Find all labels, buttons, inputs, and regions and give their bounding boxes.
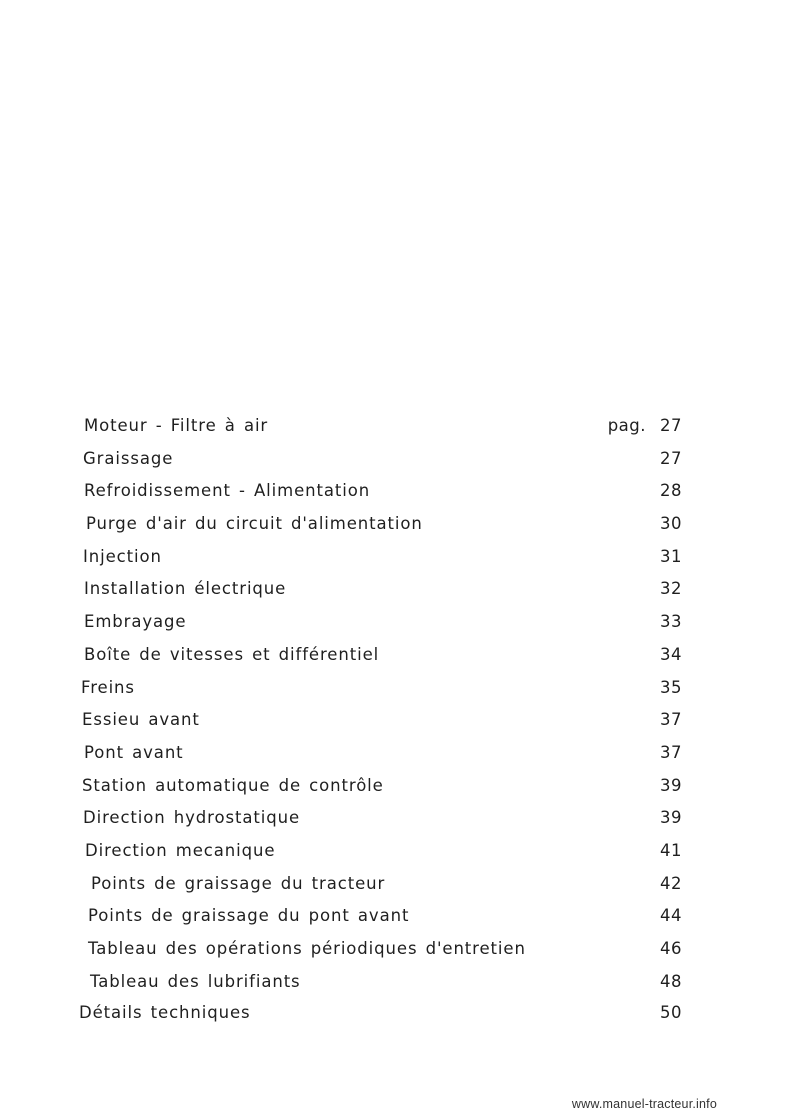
toc-entry-title: Direction mecanique bbox=[85, 840, 276, 860]
toc-entry-title: Direction hydrostatique bbox=[83, 808, 301, 828]
toc-entry bbox=[78, 933, 682, 966]
toc-entry-title: Tableau des lubrifiants bbox=[90, 971, 301, 991]
toc-entry bbox=[78, 802, 682, 835]
toc-entry bbox=[78, 704, 682, 737]
toc-entry-title: Freins bbox=[81, 677, 135, 697]
toc-entry bbox=[78, 966, 682, 999]
toc-entry bbox=[78, 475, 682, 508]
toc-entry-title: Tableau des opérations périodiques d'entretien bbox=[88, 939, 526, 958]
toc-entry-page: 28 bbox=[660, 481, 682, 501]
toc-entry-page: 27 bbox=[660, 416, 682, 435]
toc-entry-page: 50 bbox=[660, 1003, 682, 1023]
toc-entry-title: Purge d'air du circuit d'alimentation bbox=[86, 514, 423, 534]
toc-entry-page: 37 bbox=[660, 742, 682, 762]
toc-entry-page: 41 bbox=[660, 840, 682, 860]
toc-entry-page: 46 bbox=[660, 939, 682, 958]
source-watermark: www.manuel-tracteur.info bbox=[571, 1097, 717, 1111]
toc-entry-title: Détails techniques bbox=[79, 1003, 251, 1023]
toc-entry-page: 42 bbox=[660, 873, 682, 893]
toc-entry bbox=[78, 639, 682, 672]
toc-entry-page: 39 bbox=[660, 808, 682, 828]
toc-entry-page: 27 bbox=[660, 448, 682, 468]
toc-entry bbox=[78, 672, 682, 705]
toc-entry bbox=[78, 835, 682, 868]
toc-entry-title: Points de graissage du tracteur bbox=[91, 873, 386, 893]
table-of-contents bbox=[78, 410, 682, 1028]
toc-pag-label: pag. bbox=[607, 416, 646, 435]
toc-entry-page: 31 bbox=[660, 546, 682, 566]
toc-entry-page: 48 bbox=[660, 971, 682, 991]
toc-entry bbox=[78, 443, 682, 476]
toc-entry bbox=[78, 998, 682, 1028]
toc-entry-title: Embrayage bbox=[84, 612, 187, 632]
toc-entry-page: 30 bbox=[660, 514, 682, 534]
toc-entry-title: Boîte de vitesses et différentiel bbox=[84, 644, 380, 664]
toc-entry-title: Points de graissage du pont avant bbox=[88, 906, 410, 926]
toc-entry-page: 33 bbox=[660, 612, 682, 632]
toc-entry bbox=[78, 900, 682, 933]
toc-entry-page: 35 bbox=[660, 677, 682, 697]
toc-entry-title: Essieu avant bbox=[82, 710, 200, 730]
toc-entry bbox=[78, 770, 682, 803]
toc-entry-page: 32 bbox=[660, 579, 682, 599]
toc-entry-page: 34 bbox=[660, 644, 682, 664]
toc-entry-title: Graissage bbox=[83, 448, 174, 468]
toc-entry-title: Injection bbox=[83, 546, 162, 566]
toc-entry-title: Pont avant bbox=[84, 742, 184, 762]
toc-entry-page: 37 bbox=[660, 710, 682, 730]
toc-entry bbox=[78, 410, 682, 443]
toc-entry-title: Station automatique de contrôle bbox=[82, 775, 384, 795]
toc-entry-title: Installation électrique bbox=[84, 579, 287, 599]
toc-entry bbox=[78, 737, 682, 770]
toc-entry bbox=[78, 541, 682, 574]
toc-entry-page: 39 bbox=[660, 775, 682, 795]
toc-entry bbox=[78, 508, 682, 541]
toc-entry-page: 44 bbox=[660, 906, 682, 926]
toc-entry bbox=[78, 868, 682, 901]
toc-entry bbox=[78, 606, 682, 639]
toc-entry-title: Refroidissement - Alimentation bbox=[84, 481, 371, 501]
toc-entry bbox=[78, 573, 682, 606]
toc-entry-title: Moteur - Filtre à air bbox=[84, 416, 269, 435]
